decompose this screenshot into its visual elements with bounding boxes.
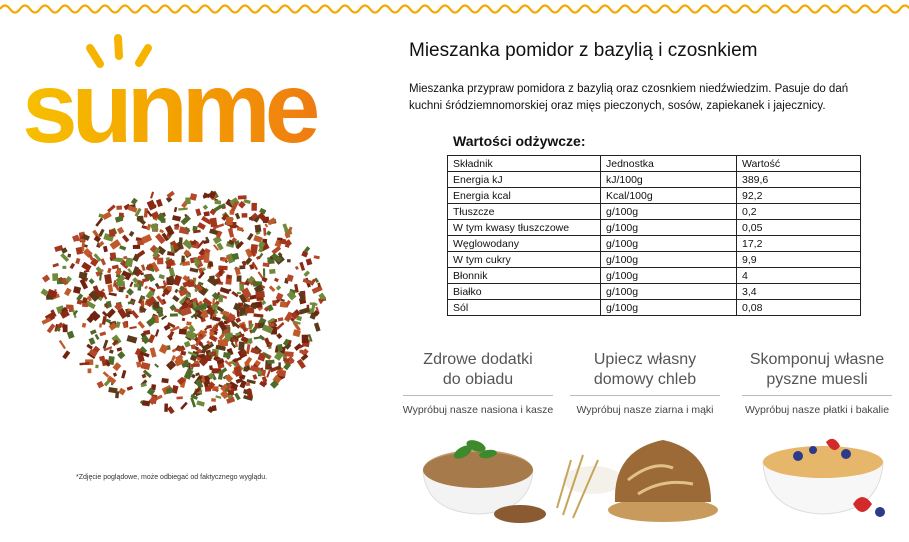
value-cell: 17,2 [737, 236, 861, 252]
promo-subtitle: Wypróbuj nasze płatki i bakalie [744, 404, 890, 416]
unit-cell: g/100g [601, 252, 737, 268]
value-cell: 0,2 [737, 204, 861, 220]
product-description: Mieszanka przypraw pomidora z bazylią oraz czosnkiem niedźwiedzim. Pasuje do dań kuchni śródziemnomorskiej oraz mięs pieczonych, sosów, zapiekanek i jajecznicy. [409, 83, 849, 112]
unit-cell: g/100g [601, 204, 737, 220]
value-cell: 0,08 [737, 300, 861, 316]
promo-heading: Upiecz własny [593, 351, 697, 368]
spice-mix-image [28, 170, 348, 430]
table-row [448, 252, 861, 268]
unit-cell: g/100g [601, 268, 737, 284]
table-row [448, 236, 861, 252]
nutrient-name-cell: Energia kJ [448, 172, 601, 188]
bread-loaf-icon [553, 420, 723, 525]
column-header: Wartość [737, 156, 861, 172]
wavy-border [0, 0, 909, 18]
value-cell: 3,4 [737, 284, 861, 300]
table-row [448, 204, 861, 220]
nutrient-name-cell: Białko [448, 284, 601, 300]
table-row [448, 284, 861, 300]
table-row [448, 172, 861, 188]
promo-subtitle: Wypróbuj nasze ziarna i mąki [576, 404, 714, 416]
table-row [448, 268, 861, 284]
buckwheat-bowl-icon [408, 420, 548, 525]
sunme-logo [22, 34, 352, 154]
unit-cell: g/100g [601, 220, 737, 236]
nutrient-name-cell: Energia kcal [448, 188, 601, 204]
value-cell: 4 [737, 268, 861, 284]
value-cell: 92,2 [737, 188, 861, 204]
divider [742, 395, 892, 396]
unit-cell: g/100g [601, 236, 737, 252]
muesli-bowl-icon [758, 420, 893, 525]
nutrient-name-cell: Błonnik [448, 268, 601, 284]
table-row [448, 188, 861, 204]
promo-heading: Zdrowe dodatki [423, 351, 533, 368]
column-header: Składnik [448, 156, 601, 172]
photo-disclaimer: *Zdjęcie poglądowe, może odbiegać od faktycznego wyglądu. [76, 474, 268, 481]
unit-cell: kJ/100g [601, 172, 737, 188]
table-row [448, 300, 861, 316]
value-cell: 0,05 [737, 220, 861, 236]
table-header-row [448, 156, 861, 172]
unit-cell: g/100g [601, 284, 737, 300]
value-cell: 9,9 [737, 252, 861, 268]
divider [570, 395, 720, 396]
product-title: Mieszanka pomidor z bazylią i czosnkiem [409, 40, 758, 61]
nutrient-name-cell: W tym kwasy tłuszczowe [448, 220, 601, 236]
nutrient-name-cell: Sól [448, 300, 601, 316]
nutrient-name-cell: Węglowodany [448, 236, 601, 252]
promo-heading: pyszne muesli [766, 371, 868, 388]
promo-tile-side-dishes[interactable] [393, 350, 563, 416]
nutrient-name-cell: W tym cukry [448, 252, 601, 268]
nutrition-table [447, 155, 861, 316]
divider [403, 395, 553, 396]
nutrition-heading: Wartości odżywcze: [453, 133, 586, 149]
promo-tile-muesli[interactable] [732, 350, 902, 416]
logo-text: sunme [22, 52, 315, 154]
promo-heading: domowy chleb [593, 371, 697, 388]
unit-cell: g/100g [601, 300, 737, 316]
nutrient-name-cell: Tłuszcze [448, 204, 601, 220]
table-row [448, 220, 861, 236]
column-header: Jednostka [601, 156, 737, 172]
value-cell: 389,6 [737, 172, 861, 188]
promo-subtitle: Wypróbuj nasze nasiona i kasze [402, 404, 554, 416]
promo-heading: Skomponuj własne [749, 351, 885, 368]
promo-heading: do obiadu [442, 371, 514, 388]
promo-tile-bread[interactable] [560, 350, 730, 416]
unit-cell: Kcal/100g [601, 188, 737, 204]
